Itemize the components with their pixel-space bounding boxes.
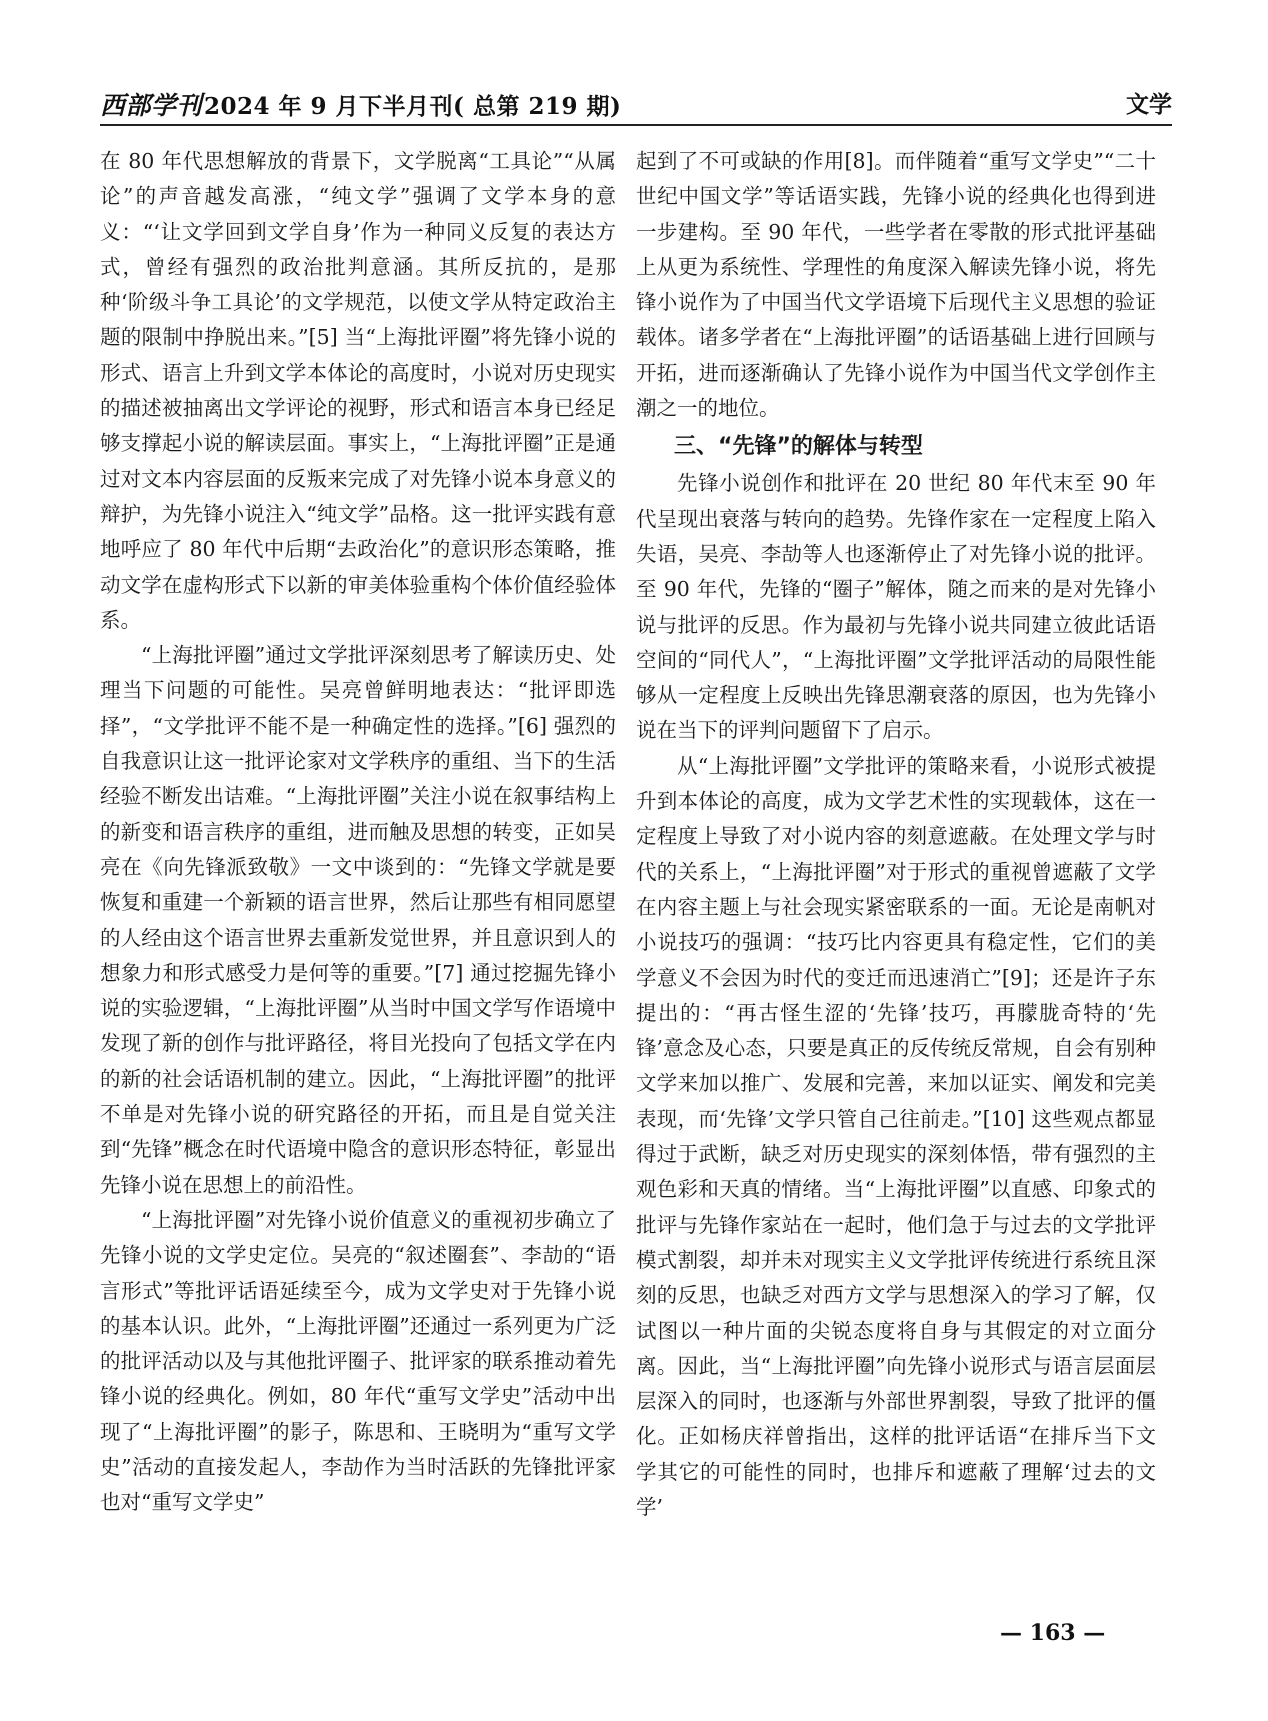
journal-issue-line (100, 86, 621, 122)
issue-info: 2024 年 9 月下半月刊( 总第 219 期) (204, 93, 622, 120)
section-heading: 三、“先锋”的解体与转型 (674, 434, 923, 460)
section-label: 文学 (1126, 92, 1172, 118)
paragraph: 起到了不可或缺的作用[8]。而伴随着“重写文学史”“二十世纪中国文学”等话语实践，先锋小说的经典化也得到进一步建构。至 90 年代，一些学者在零散的形式批评基础上从更为系统性、学理性的角度深入解读先锋小说，将先锋小说作为了中国当代文学语境下后现代主义思想的验证载体。诸多学者在“上海批评圈”的话语基础上进行回顾与开拓，进而逐渐确认了先锋小说作为中国当代文学创作主潮之一的地位。 (636, 149, 1156, 421)
left-column (100, 144, 616, 1521)
paragraph: 在 80 年代思想解放的背景下，文学脱离“工具论”“从属论”的声音越发高涨，“纯文学”强调了文学本身的意义：“‘让文学回到文学自身’作为一种同义反复的表达方式，曾经有强烈的政治批判意涵。其所反抗的，是那种‘阶级斗争工具论’的文学规范，以使文学从特定政治主题的限制中挣脱出来。”[5] 当“上海批评圈”将先锋小说的形式、语言上升到文学本体论的高度时，小说对历史现实的描述被抽离出文学评论的视野，形式和语言本身已经足够支撑起小说的解读层面。事实上，“上海批评圈”正是通过对文本内容层面的反叛来完成了对先锋小说本身意义的辩护，为先锋小说注入“纯文学”品格。这一批评实践有意地呼应了 80 年代中后期“去政治化”的意识形态策略，推动文学在虚构形式下以新的审美体验重构个体价值经验体系。 (100, 149, 616, 632)
paragraph: “上海批评圈”对先锋小说价值意义的重视初步确立了先锋小说的文学史定位。吴亮的“叙述圈套”、李劼的“语言形式”等批评话语延续至今，成为文学史对于先锋小说的基本认识。此外，“上海批评圈”还通过一系列更为广泛的批评活动以及与其他批评圈子、批评家的联系推动着先锋小说的经典化。例如，80 年代“重写文学史”活动中出现了“上海批评圈”的影子，陈思和、王晓明为“重写文学史”活动的直接发起人，李劼作为当时活跃的先锋批评家也对“重写文学史” (100, 1207, 616, 1515)
header-rule (100, 124, 1172, 126)
right-column (636, 144, 1156, 1525)
page-number: — 163 — (1000, 1620, 1106, 1646)
paragraph: 先锋小说创作和批评在 20 世纪 80 年代末至 90 年代呈现出衰落与转向的趋势。先锋作家在一定程度上陷入失语，吴亮、李劼等人也逐渐停止了对先锋小说的批评。至 90 年代，先锋的“圈子”解体，随之而来的是对先锋小说与批评的反思。作为最初与先锋小说共同建立彼此话语空间的“同代人”，“上海批评圈”文学批评活动的局限性能够从一定程度上反映出先锋思潮衰落的原因，也为先锋小说在当下的评判问题留下了启示。 (636, 471, 1156, 743)
journal-logo: 西部学刊 (100, 91, 203, 120)
paragraph: “上海批评圈”通过文学批评深刻思考了解读历史、处理当下问题的可能性。吴亮曾鲜明地表达：“批评即选择”，“文学批评不能不是一种确定性的选择。”[6] 强烈的自我意识让这一批评论家对文学秩序的重组、当下的生活经验不断发出诘难。“上海批评圈”关注小说在叙事结构上的新变和语言秩序的重组，进而触及思想的转变，正如吴亮在《向先锋派致敬》一文中谈到的：“先锋文学就是要恢复和重建一个新颖的语言世界，然后让那些有相同愿望的人经由这个语言世界去重新发觉世界，并且意识到人的想象力和形式感受力是何等的重要。”[7] 通过挖掘先锋小说的实验逻辑，“上海批评圈”从当时中国文学写作语境中发现了新的创作与批评路径，将目光投向了包括文学在内的新的社会话语机制的建立。因此，“上海批评圈”的批评不单是对先锋小说的研究路径的开拓，而且是自觉关注到“先锋”概念在时代语境中隐含的意识形态特征，彰显出先锋小说在思想上的前沿性。 (100, 643, 616, 1197)
paragraph: 从“上海批评圈”文学批评的策略来看，小说形式被提升到本体论的高度，成为文学艺术性的实现载体，这在一定程度上导致了对小说内容的刻意遮蔽。在处理文学与时代的关系上，“上海批评圈”对于形式的重视曾遮蔽了文学在内容主题上与社会现实紧密联系的一面。无论是南帆对小说技巧的强调：“技巧比内容更具有稳定性，它们的美学意义不会因为时代的变迁而迅速消亡”[9]；还是许子东提出的：“再古怪生涩的‘先锋’技巧，再朦胧奇特的‘先锋’意念及心态，只要是真正的反传统反常规，自会有别种文学来加以推广、发展和完善，来加以证实、阐发和完美表现，而‘先锋’文学只管自己往前走。”[10] 这些观点都显得过于武断，缺乏对历史现实的深刻体悟，带有强烈的主观色彩和天真的情绪。当“上海批评圈”以直感、印象式的批评与先锋作家站在一起时，他们急于与过去的文学批评模式割裂，却并未对现实主义文学批评传统进行系统且深刻的反思，也缺乏对西方文学与思想深入的学习了解，仅试图以一种片面的尖锐态度将自身与其假定的对立面分离。因此，当“上海批评圈”向先锋小说形式与语言层面层层深入的同时，也逐渐与外部世界割裂，导致了批评的僵化。正如杨庆祥曾指出，这样的批评话语“在排斥当下文学其它的可能性的同时，也排斥和遮蔽了理解‘过去的文学’ (636, 753, 1156, 1519)
running-header (100, 86, 1172, 130)
